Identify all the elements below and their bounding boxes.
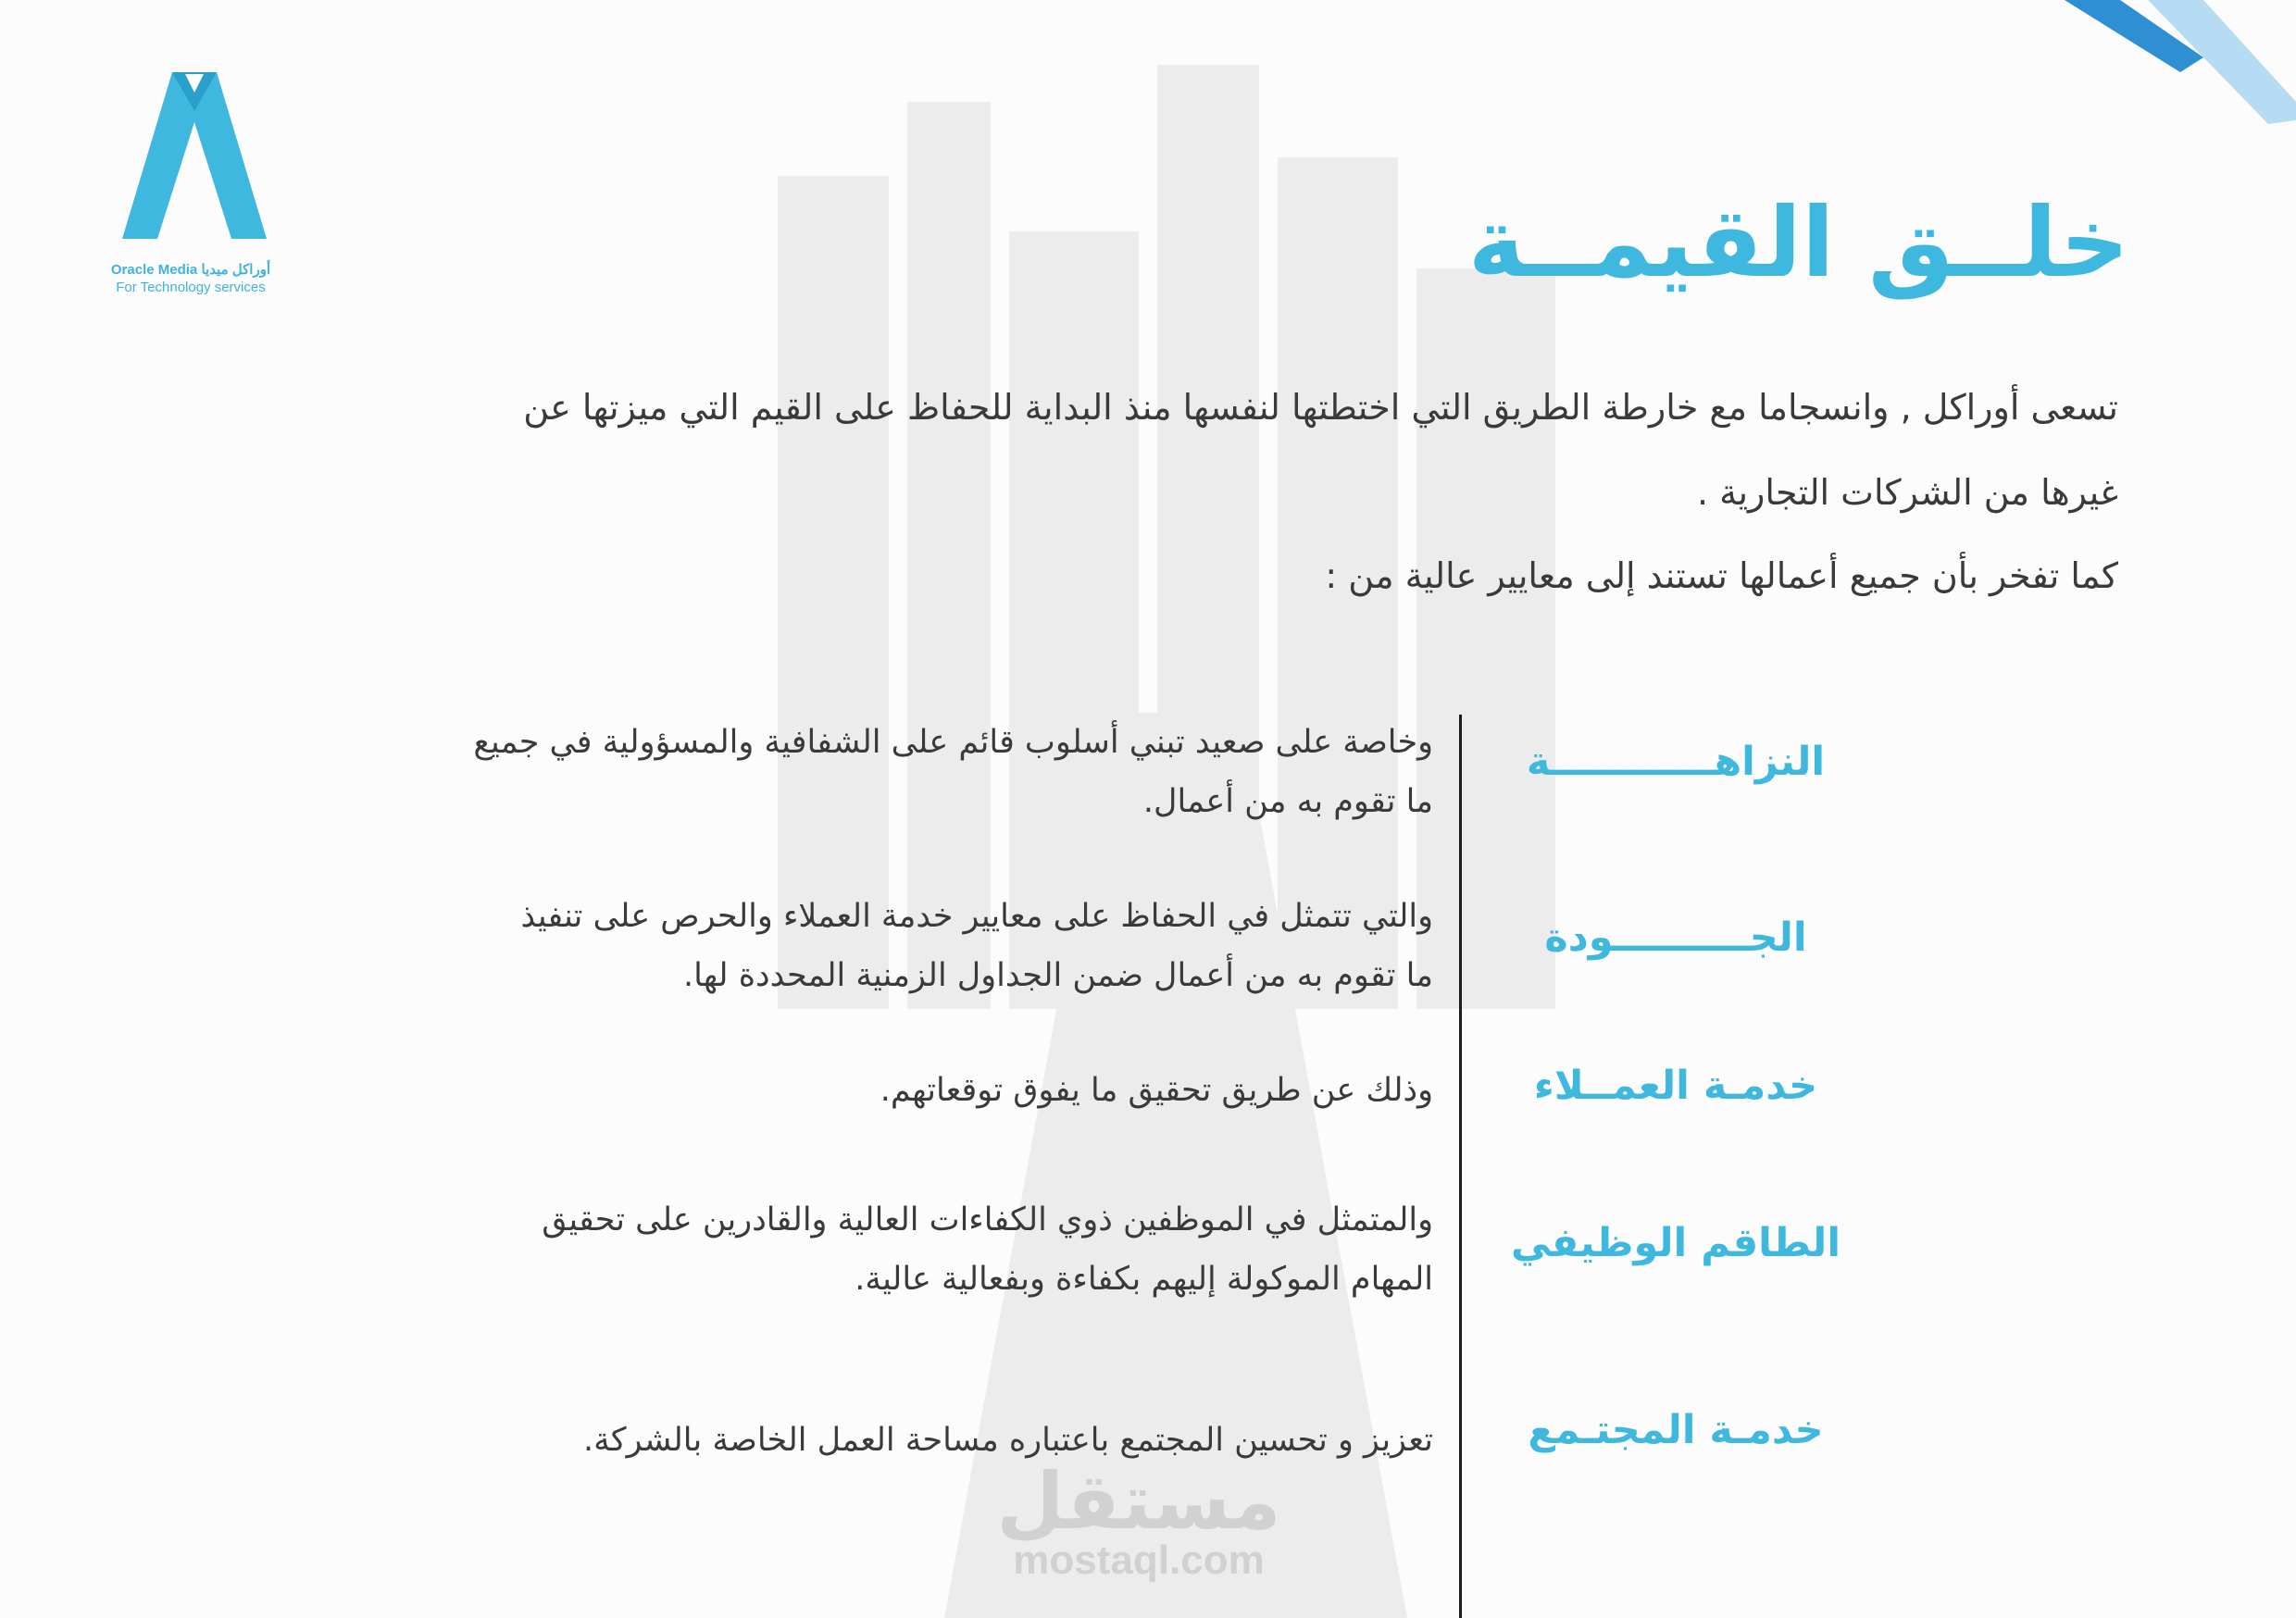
column-divider: [1459, 715, 1462, 1618]
page-title: خلــق القيمــة: [1467, 186, 2129, 299]
value-desc-line: ما تقوم به من أعمال ضمن الجداول الزمنية المحددة لها.: [682, 957, 1433, 994]
logo-name: Oracle Media أوراكل ميديا: [110, 262, 271, 278]
intro-line-1: تسعى أوراكل , وانسجاما مع خارطة الطريق التي اختطتها لنفسها منذ البداية للحفاظ على القيم التي ميزتها عن: [523, 387, 2118, 428]
logo-tagline: For Technology services: [116, 280, 266, 295]
value-desc-integrity: [230, 713, 1433, 831]
corner-decoration: [1990, 0, 2296, 130]
value-label-integrity: النزاهــــــــــــة: [1526, 739, 1826, 785]
value-desc-line: والمتمثل في الموظفين ذوي الكفاءات العالية والقادرين على تحقيق: [542, 1201, 1433, 1238]
watermark-arabic: مستقل: [996, 1456, 1281, 1547]
value-desc-line: ما تقوم به من أعمال.: [1142, 783, 1433, 820]
mostaql-watermark: [981, 1456, 1296, 1583]
value-desc-quality: [230, 887, 1433, 1005]
value-desc-line: المهام الموكولة إليهم بكفاءة وبفعالية عالية.: [855, 1261, 1433, 1298]
watermark-latin: mostaql.com: [1013, 1537, 1265, 1583]
value-desc-line: وخاصة على صعيد تبني أسلوب قائم على الشفافية والمسؤولية في جميع: [473, 724, 1433, 761]
value-label-staff: الطاقم الوظيفي: [1510, 1220, 1841, 1266]
intro-line-2: غيرها من الشركات التجارية .: [1696, 472, 2118, 513]
value-desc-staff: [230, 1190, 1433, 1309]
value-label-quality: الجــــــــــودة: [1544, 915, 1807, 961]
value-desc-customer-service: [230, 1061, 1433, 1120]
value-desc-line: والتي تتمثل في الحفاظ على معايير خدمة العملاء والحرص على تنفيذ: [520, 898, 1433, 935]
value-label-customer-service: خدمـة العمــلاء: [1533, 1063, 1818, 1109]
value-desc-line: تعزيز و تحسين المجتمع باعتباره مساحة العمل الخاصة بالشركة.: [583, 1422, 1433, 1459]
intro-line-3: كما تفخر بأن جميع أعمالها تستند إلى معايير عالية من :: [1325, 555, 2118, 596]
value-desc-line: وذلك عن طريق تحقيق ما يفوق توقعاتهم.: [880, 1072, 1433, 1109]
value-label-community-service: خدمـة المجتـمع: [1528, 1407, 1824, 1453]
